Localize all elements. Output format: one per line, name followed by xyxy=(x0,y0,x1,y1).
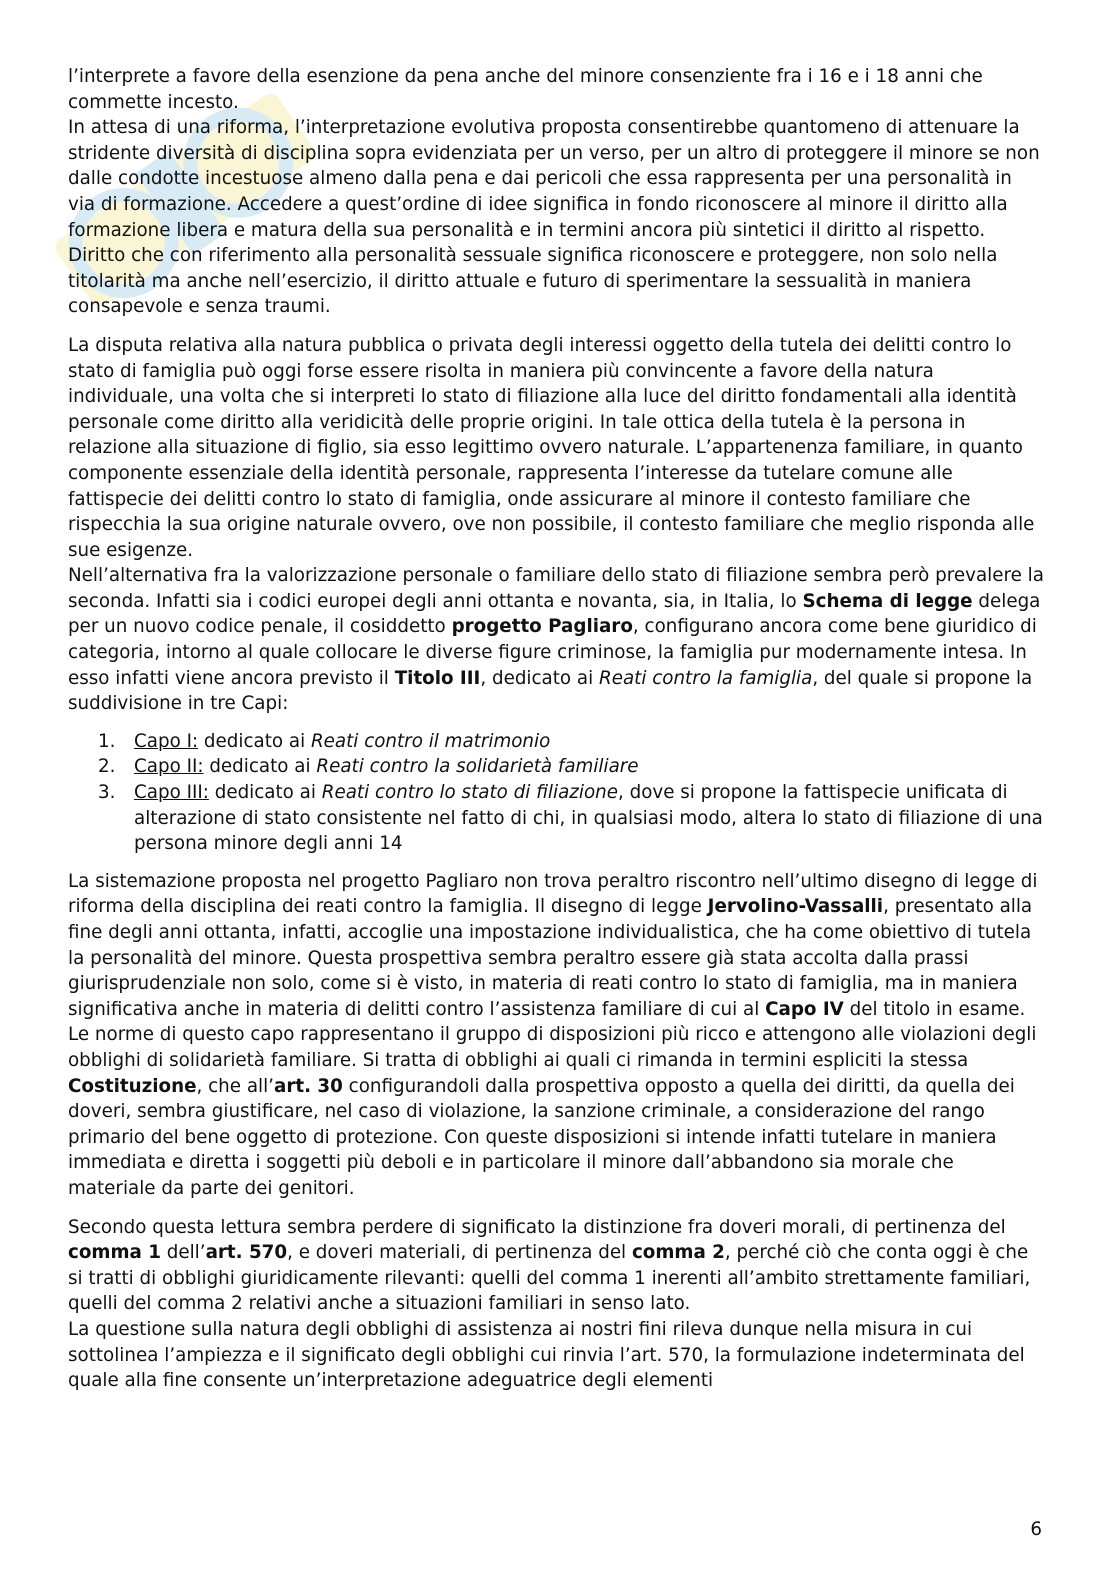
bold-comma-2: comma 2 xyxy=(631,1242,725,1264)
list-item xyxy=(98,729,1044,755)
paragraph-disputa xyxy=(68,333,1044,563)
paragraph-text: l’interprete a favore della esenzione da pena anche del minore consenziente fra i 16 e i 18 anni che commette incesto. xyxy=(68,66,983,113)
text-run: configurandoli dalla prospettiva opposto a quella dei diritti, da quella dei doveri, sembra giustificare, nel caso di violazione, la sanzione criminale, a considerazione del rango primario del bene oggetto di protezione. Con queste disposizioni si intende infatti tutelare in maniera immediata e diretta i soggetti più deboli e in particolare il minore dall’abbandono sia morale che materiale da parte dei genitori. xyxy=(68,1075,1015,1199)
text-run: del titolo in esame. Le norme di questo capo rappresentano il gruppo di disposizioni più ricco e attengono alle violazioni degli obblighi di solidarietà familiare. Si tratta di obblighi ai quali ci rimanda in termini espliciti la stessa xyxy=(68,998,1037,1071)
capo-label: Capo II: xyxy=(134,756,204,778)
text-run: , e doveri materiali, di pertinenza del xyxy=(287,1242,632,1264)
document-body xyxy=(68,64,1044,1394)
paragraph-text: La questione sulla natura degli obblighi di assistenza ai nostri fini rileva dunque nella misura in cui sottolinea l’ampiezza e il significato degli obblighi cui rinvia l’art. 570, la formulazione indeterminata del quale alla fine consente un’interpretazione adeguatrice degli elementi xyxy=(68,1318,1025,1392)
bold-jervolino-vassalli: Jervolino-Vassalli xyxy=(707,896,884,918)
text-run: , che all’ xyxy=(196,1075,274,1097)
capo-label: Capo I: xyxy=(134,730,199,752)
bold-capo-iv: Capo IV xyxy=(765,998,844,1020)
text-run: Nell’alternativa fra la valorizzazione personale o familiare dello stato di filiazione sembra però prevalere la seconda. Infatti sia i codici europei degli anni ottanta e novanta, sia, in Italia, lo xyxy=(68,565,1044,612)
paragraph-lettura xyxy=(68,1215,1044,1317)
paragraph-sistemazione xyxy=(68,869,1044,1202)
list-number: 1. xyxy=(98,730,116,752)
text-run: , configurano ancora come bene giuridico di categoria, intorno al quale collocare le diverse figure criminose, la famiglia pur modernamente intesa. In esso infatti viene ancora previsto il xyxy=(68,616,1037,689)
capo-title: Reati contro lo stato di filiazione xyxy=(321,782,618,804)
bold-costituzione: Costituzione xyxy=(68,1075,197,1097)
text-run: dedicato ai xyxy=(203,756,317,778)
bold-schema-di-legge: Schema di legge xyxy=(802,590,973,612)
paragraph-text: La disputa relativa alla natura pubblica o privata degli interessi oggetto della tutela dei delitti contro lo stato di famiglia può oggi forse essere risolta in maniera più convincente a favore della natura individuale, una volta che si interpreti lo stato di filiazione alla luce del diritto fondamentali alla identità personale come diritto alla veridicità delle proprie origini. In tale ottica della tutela è la persona in relazione alla situazione di figlio, sia esso legittimo ovvero naturale. L’appartenenza familiare, in quanto componente essenziale della identità personale, rappresenta l’interesse da tutelare comune alle fattispecie dei delitti contro lo stato di famiglia, onde assicurare al minore il contesto familiare che rispecchia la sua origine naturale ovvero, ove non possibile, il contesto familiare che meglio risponda alle sue esigenze. xyxy=(68,334,1035,561)
paragraph-text: In attesa di una riforma, l’interpretazione evolutiva proposta consentirebbe quantomeno di attenuare la stridente diversità di disciplina sopra evidenziata per un verso, per un altro di proteggere il minore se non dalle condotte incestuose almeno dalla pena e dai pericoli che essa rappresenta per una personalità in via di formazione. Accedere a quest’ordine di idee significa in fondo riconoscere al minore il diritto alla formazione libera e matura della sua personalità e in termini ancora più sintetici il diritto al rispetto. Diritto che con riferimento alla personalità sessuale significa riconoscere e proteggere, non solo nella titolarità ma anche nell’esercizio, il diritto attuale e futuro di sperimentare la sessualità in maniera consapevole e senza traumi. xyxy=(68,117,1040,318)
text-run: dell’ xyxy=(160,1242,206,1264)
text-run: , del quale si propone la suddivisione in tre Capi: xyxy=(68,667,1033,715)
page-number: 6 xyxy=(1030,1519,1042,1540)
paragraph-riforma xyxy=(68,115,1044,320)
italic-reati-famiglia: Reati contro la famiglia xyxy=(599,667,813,689)
text-run: La sistemazione proposta nel progetto Pagliaro non trova peraltro riscontro nell’ultimo disegno di legge di riforma della disciplina dei reati contro la famiglia. Il disegno di legge xyxy=(68,870,1038,918)
paragraph-alternativa xyxy=(68,563,1044,717)
list-item xyxy=(98,780,1044,857)
text-run: Secondo questa lettura sembra perdere di significato la distinzione fra doveri morali, di pertinenza del xyxy=(68,1216,1006,1238)
capo-title: Reati contro il matrimonio xyxy=(310,730,551,752)
list-number: 2. xyxy=(98,756,116,778)
text-run: , presentato alla fine degli anni ottanta, infatti, accoglie una impostazione individualistica, che ha come obiettivo di tutela la personalità del minore. Questa prospettiva sembra peraltro essere già stata accolta dalla prassi giurisprudenziale non solo, come si è visto, in materia di reati contro lo stato di famiglia, ma in maniera significativa anche in materia di delitti contro l’assistenza familiare di cui al xyxy=(68,896,1033,1020)
text-run: dedicato ai xyxy=(198,730,311,752)
capi-list xyxy=(68,729,1044,857)
list-item xyxy=(98,754,1044,780)
capo-title: Reati contro la solidarietà familiare xyxy=(316,756,639,778)
bold-titolo-iii: Titolo III xyxy=(394,667,481,689)
bold-comma-1: comma 1 xyxy=(68,1242,161,1264)
paragraph-questione xyxy=(68,1317,1044,1394)
list-number: 3. xyxy=(98,782,116,804)
bold-art-570: art. 570 xyxy=(205,1242,288,1264)
text-run: , dove si propone la fattispecie unificata di alterazione di stato consistente nel fatto di chi, in qualsiasi modo, altera lo stato di filiazione di una persona minore degli anni 14 xyxy=(134,782,1043,855)
bold-progetto-pagliaro: progetto Pagliaro xyxy=(451,616,633,638)
text-run: , perché ciò che conta oggi è che si tratti di obblighi giuridicamente rilevanti: quelli del comma 1 inerenti all’ambito strettamente familiari, quelli del comma 2 relativi anche a situazioni familiari in senso lato. xyxy=(68,1242,1031,1315)
text-run: dedicato ai xyxy=(208,782,322,804)
bold-art-30: art. 30 xyxy=(274,1075,343,1097)
capo-label: Capo III: xyxy=(134,782,209,804)
paragraph-incesto xyxy=(68,64,1044,115)
text-run: delega per un nuovo codice penale, il cosiddetto xyxy=(68,590,1041,638)
text-run: , dedicato ai xyxy=(480,667,600,689)
